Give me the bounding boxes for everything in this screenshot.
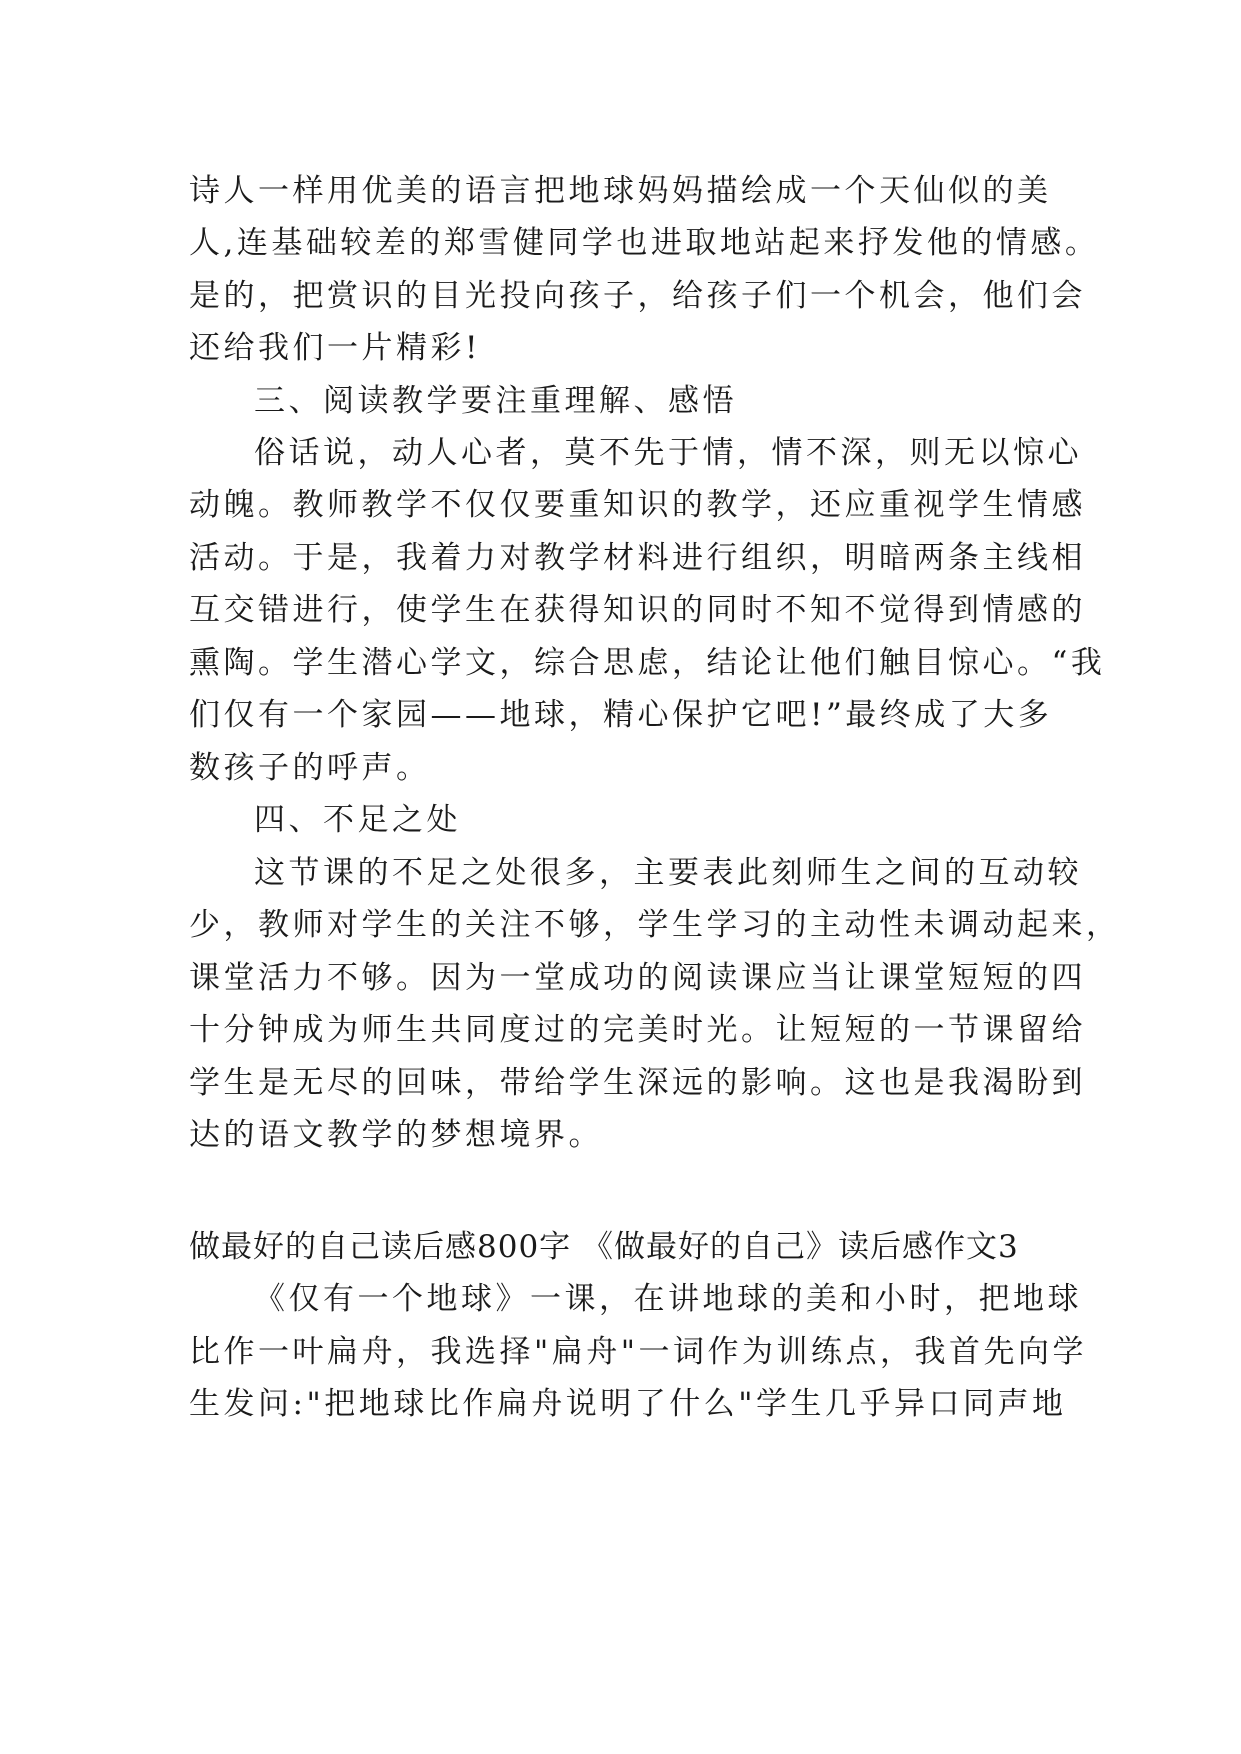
text-line: 少，教师对学生的关注不够，学生学习的主动性未调动起来， (189, 907, 1121, 943)
text-line: 学生是无尽的回味，带给学生深远的影响。这也是我渴盼到 (189, 1065, 1086, 1101)
text-line: 诗人一样用优美的语言把地球妈妈描绘成一个天仙似的美 (189, 173, 1052, 209)
paragraph-first-line: 《仅有一个地球》一课，在讲地球的美和小时，把地球 (254, 1281, 1082, 1317)
section-heading: 四、不足之处 (254, 802, 461, 838)
text-line: 还给我们一片精彩! (189, 330, 481, 366)
text-line: 达的语文教学的梦想境界。 (189, 1117, 603, 1153)
text-line: 比作一叶扁舟，我选择"扁舟"一词作为训练点，我首先向学 (189, 1334, 1088, 1370)
paragraph-first-line: 这节课的不足之处很多，主要表此刻师生之间的互动较 (254, 855, 1082, 891)
section-heading: 三、阅读教学要注重理解、感悟 (254, 383, 737, 419)
text-line: 课堂活力不够。因为一堂成功的阅读课应当让课堂短短的四 (189, 960, 1086, 996)
text-line: 人,连基础较差的郑雪健同学也进取地站起来抒发他的情感。 (189, 225, 1100, 261)
paragraph-first-line: 俗话说，动人心者，莫不先于情，情不深，则无以惊心 (254, 435, 1082, 471)
article-title: 做最好的自己读后感800字 《做最好的自己》读后感作文3 (189, 1229, 1019, 1265)
text-line: 们仅有一个家园——地球，精心保护它吧!”最终成了大多 (189, 697, 1053, 733)
text-line: 十分钟成为师生共同度过的完美时光。让短短的一节课留给 (189, 1012, 1086, 1048)
text-line: 互交错进行，使学生在获得知识的同时不知不觉得到情感的 (189, 592, 1086, 628)
text-line: 熏陶。学生潜心学文，综合思虑，结论让他们触目惊心。“我 (189, 645, 1106, 681)
text-line: 是的，把赏识的目光投向孩子，给孩子们一个机会，他们会 (189, 278, 1086, 314)
text-line: 数孩子的呼声。 (189, 750, 431, 786)
text-line: 生发问:"把地球比作扁舟说明了什么"学生几乎异口同声地 (189, 1386, 1067, 1422)
text-line: 活动。于是，我着力对教学材料进行组织，明暗两条主线相 (189, 540, 1086, 576)
text-line: 动魄。教师教学不仅仅要重知识的教学，还应重视学生情感 (189, 487, 1086, 523)
